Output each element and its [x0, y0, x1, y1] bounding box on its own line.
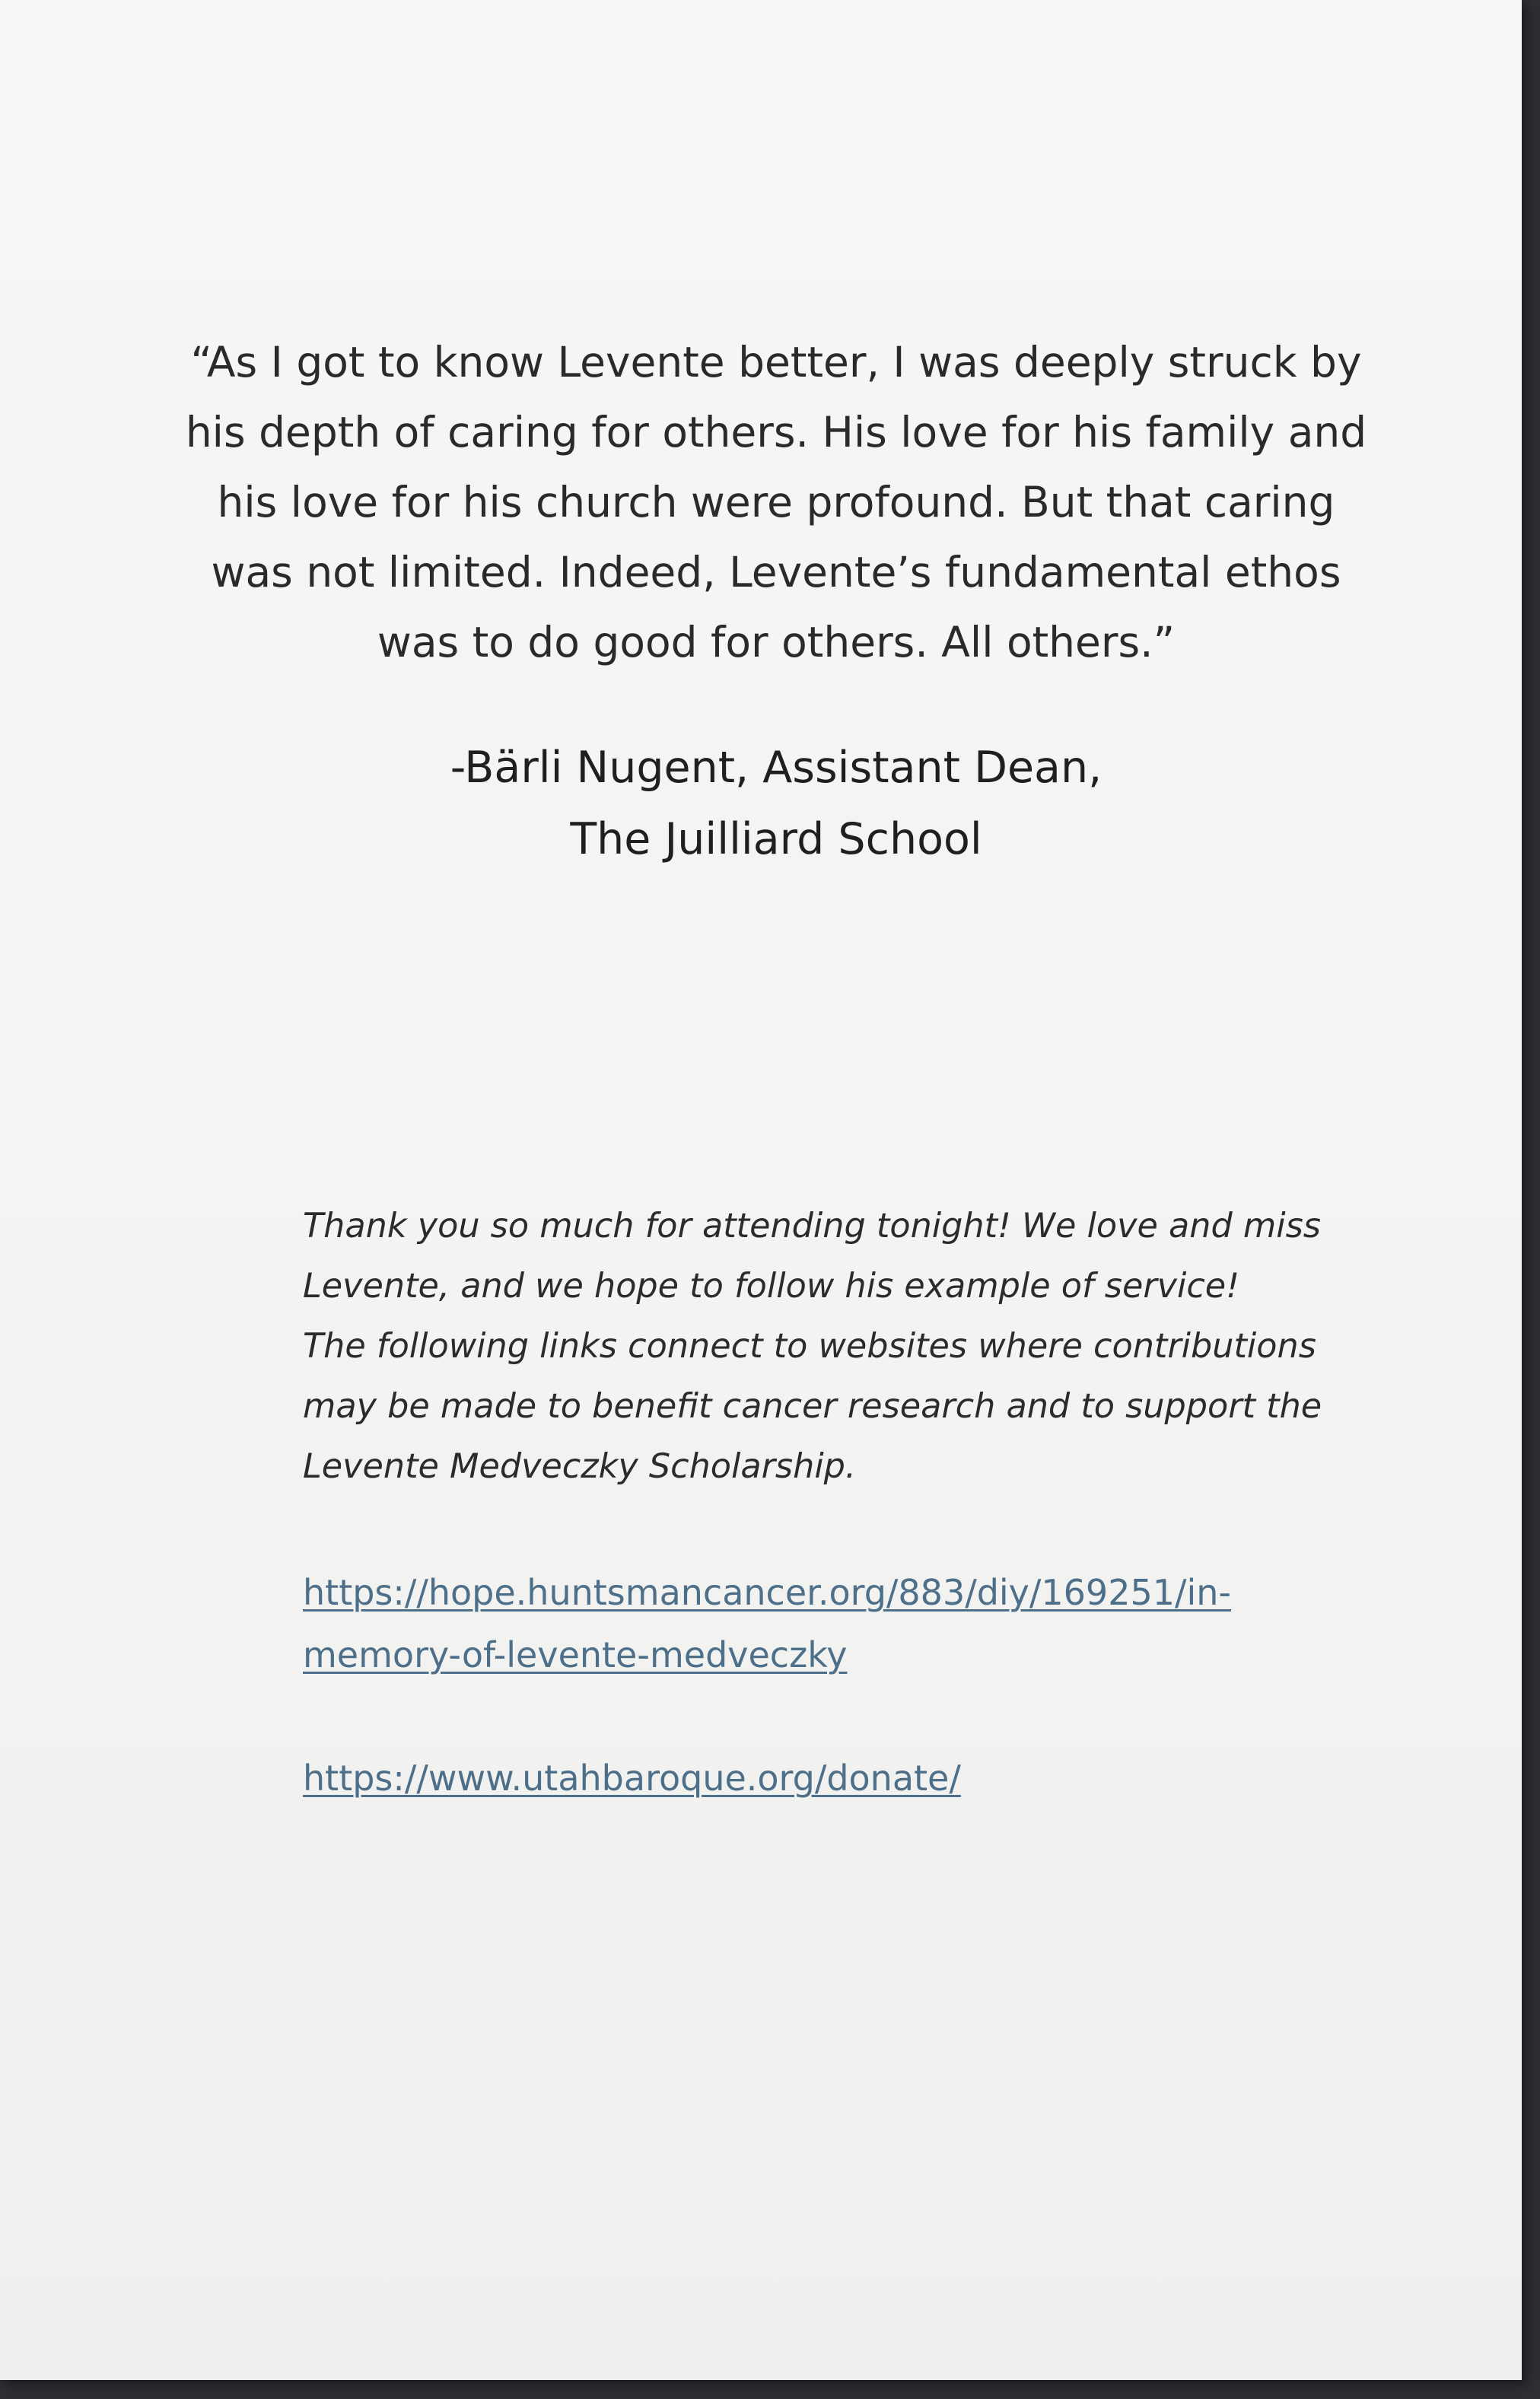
- attribution-name: -Bärli Nugent, Assistant Dean,: [450, 743, 1102, 793]
- thank-you-message: [303, 1196, 1383, 1497]
- quote-line: was to do good for others. All others.”: [377, 618, 1176, 667]
- testimonial-quote: [152, 327, 1400, 677]
- thanks-line: The following links connect to websites where contributions: [303, 1327, 1316, 1366]
- attribution-school: The Juilliard School: [570, 814, 982, 864]
- testimonial-section: [152, 327, 1400, 875]
- huntsman-cancer-link-line-1[interactable]: https://hope.huntsmancancer.org/883/diy/169251/in-: [303, 1572, 1232, 1613]
- thanks-line: may be made to benefit cancer research and to support the: [303, 1387, 1322, 1426]
- huntsman-cancer-link-line-2[interactable]: memory-of-levente-medveczky: [303, 1634, 848, 1675]
- utah-baroque-donate-link[interactable]: https://www.utahbaroque.org/donate/: [303, 1758, 961, 1799]
- quote-attribution: [152, 732, 1400, 875]
- quote-line: was not limited. Indeed, Levente’s fundamental ethos: [211, 548, 1341, 597]
- link-spacer: [303, 1686, 1444, 1747]
- quote-line: his depth of caring for others. His love for his family and: [185, 408, 1367, 457]
- thanks-line: Thank you so much for attending tonight! We love and miss: [303, 1207, 1321, 1246]
- quote-line: “As I got to know Levente better, I was deeply struck by: [190, 338, 1362, 387]
- donation-links: [303, 1561, 1444, 1809]
- thanks-line: Levente, and we hope to follow his example of service!: [303, 1267, 1240, 1306]
- thanks-line: Levente Medveczky Scholarship.: [303, 1447, 857, 1486]
- quote-line: his love for his church were profound. But that caring: [217, 478, 1335, 527]
